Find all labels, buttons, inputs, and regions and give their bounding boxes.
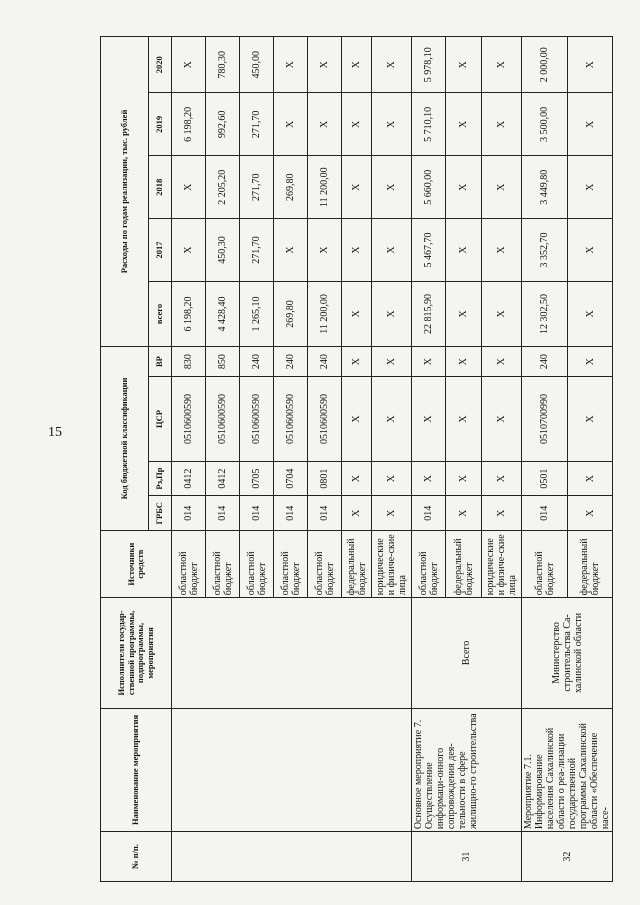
cell-2018: X	[172, 156, 206, 219]
cell-2017: 5 467,70	[412, 219, 446, 282]
cell-2020: X	[342, 37, 372, 93]
cell-grbs: 014	[274, 496, 308, 531]
cell-2019: X	[446, 93, 482, 156]
cell-source: областной бюджет	[522, 531, 568, 598]
cell-2019: X	[482, 93, 522, 156]
cell-grbs: X	[372, 496, 412, 531]
cell-vr: 240	[240, 346, 274, 376]
cell-csr: X	[412, 377, 446, 461]
cell-rzpr: X	[446, 461, 482, 496]
cell-2018: 269,80	[274, 156, 308, 219]
header-csr: ЦСР	[149, 377, 172, 461]
header-rzpr: Рз,Пр	[149, 461, 172, 496]
cell-csr: 0510600590	[308, 377, 342, 461]
cell-2020: X	[568, 37, 613, 93]
budget-table	[100, 36, 613, 882]
cell-no	[172, 832, 412, 882]
cell-2020: X	[446, 37, 482, 93]
header-vr: ВР	[149, 346, 172, 376]
cell-source: федеральный бюджет	[568, 531, 613, 598]
cell-rzpr: 0801	[308, 461, 342, 496]
cell-rzpr: 0705	[240, 461, 274, 496]
cell-source: федеральный бюджет	[446, 531, 482, 598]
cell-executor: Министерство строительства Са-халинской области	[522, 598, 613, 708]
cell-executor	[172, 598, 412, 708]
cell-vr: 240	[522, 346, 568, 376]
cell-2019: X	[372, 93, 412, 156]
header-sources: Источники средств	[101, 531, 172, 598]
cell-executor: Всего	[412, 598, 522, 708]
table-row	[172, 37, 206, 882]
cell-2018: X	[446, 156, 482, 219]
cell-total: 12 302,50	[522, 281, 568, 346]
cell-name: Мероприятие 7.1. Информирование населения Сахалинской области о реа-лизации государственной программы Сахалинской области «Обеспечение насе-	[522, 708, 613, 831]
cell-vr: X	[568, 346, 613, 376]
cell-2017: X	[172, 219, 206, 282]
cell-2017: 450,30	[206, 219, 240, 282]
cell-grbs: X	[568, 496, 613, 531]
document-sheet	[100, 36, 610, 882]
cell-rzpr: X	[412, 461, 446, 496]
cell-2019: X	[274, 93, 308, 156]
cell-2019: 5 710,10	[412, 93, 446, 156]
cell-grbs: X	[446, 496, 482, 531]
cell-grbs: 014	[240, 496, 274, 531]
cell-csr: X	[446, 377, 482, 461]
cell-2019: X	[342, 93, 372, 156]
cell-2018: X	[342, 156, 372, 219]
cell-2020: 5 978,10	[412, 37, 446, 93]
header-2020: 2020	[149, 37, 172, 93]
cell-2020: X	[172, 37, 206, 93]
header-executors: Исполнители государ-ственной программы, подпрограммы, мероприятия	[101, 598, 172, 708]
cell-total: X	[482, 281, 522, 346]
cell-csr: 0510600590	[240, 377, 274, 461]
cell-2020: X	[308, 37, 342, 93]
cell-total: X	[446, 281, 482, 346]
header-2019: 2019	[149, 93, 172, 156]
cell-rzpr: 0412	[206, 461, 240, 496]
cell-vr: X	[342, 346, 372, 376]
cell-rzpr: X	[482, 461, 522, 496]
cell-csr: X	[568, 377, 613, 461]
cell-source: областной бюджет	[412, 531, 446, 598]
cell-2017: X	[342, 219, 372, 282]
cell-2018: 2 205,20	[206, 156, 240, 219]
cell-2018: X	[482, 156, 522, 219]
cell-total: 22 815,90	[412, 281, 446, 346]
cell-source: областной бюджет	[240, 531, 274, 598]
cell-no: 31	[412, 832, 522, 882]
cell-2020: 2 000,00	[522, 37, 568, 93]
table-row	[522, 37, 568, 882]
cell-name	[172, 708, 412, 831]
cell-csr: 0510700990	[522, 377, 568, 461]
cell-total: 4 428,40	[206, 281, 240, 346]
cell-2017: X	[568, 219, 613, 282]
cell-source: областной бюджет	[274, 531, 308, 598]
cell-grbs: 014	[172, 496, 206, 531]
cell-rzpr: X	[568, 461, 613, 496]
cell-csr: 0510600590	[274, 377, 308, 461]
cell-2017: X	[482, 219, 522, 282]
cell-2017: X	[446, 219, 482, 282]
cell-2019: X	[308, 93, 342, 156]
cell-2018: 271,70	[240, 156, 274, 219]
cell-rzpr: 0412	[172, 461, 206, 496]
cell-total: X	[372, 281, 412, 346]
cell-2018: X	[568, 156, 613, 219]
cell-total: X	[342, 281, 372, 346]
cell-2017: 271,70	[240, 219, 274, 282]
cell-source: областной бюджет	[308, 531, 342, 598]
cell-source: юридические и физиче-ские лица	[482, 531, 522, 598]
cell-vr: X	[372, 346, 412, 376]
cell-grbs: 014	[206, 496, 240, 531]
rotated-table-wrapper	[100, 36, 610, 882]
cell-total: 6 198,20	[172, 281, 206, 346]
cell-2019: 271,70	[240, 93, 274, 156]
cell-total: 269,80	[274, 281, 308, 346]
cell-source: федеральный бюджет	[342, 531, 372, 598]
cell-2017: X	[308, 219, 342, 282]
cell-csr: X	[482, 377, 522, 461]
cell-vr: X	[412, 346, 446, 376]
cell-rzpr: X	[342, 461, 372, 496]
cell-vr: X	[446, 346, 482, 376]
cell-name: Основное мероприятие 7. Осуществление информаци-онного сопровождения дея-тельности в сфере жилищно-го строительства	[412, 708, 522, 831]
cell-vr: 830	[172, 346, 206, 376]
cell-2019: 6 198,20	[172, 93, 206, 156]
cell-vr: X	[482, 346, 522, 376]
cell-source: юридические и физиче-ские лица	[372, 531, 412, 598]
cell-vr: 240	[308, 346, 342, 376]
cell-2017: X	[274, 219, 308, 282]
cell-2019: 3 500,00	[522, 93, 568, 156]
cell-2017: X	[372, 219, 412, 282]
cell-grbs: X	[482, 496, 522, 531]
cell-csr: X	[342, 377, 372, 461]
cell-2017: 3 352,70	[522, 219, 568, 282]
cell-total: 11 200,00	[308, 281, 342, 346]
header-no: № п/п.	[101, 832, 172, 882]
cell-grbs: 014	[308, 496, 342, 531]
cell-source: областной бюджет	[172, 531, 206, 598]
cell-grbs: X	[342, 496, 372, 531]
cell-2018: 11 200,00	[308, 156, 342, 219]
header-2018: 2018	[149, 156, 172, 219]
cell-2020: X	[482, 37, 522, 93]
page-number: 15	[48, 425, 62, 440]
cell-vr: 850	[206, 346, 240, 376]
cell-total: 1 265,10	[240, 281, 274, 346]
cell-2019: 992,60	[206, 93, 240, 156]
cell-source: областной бюджет	[206, 531, 240, 598]
header-total: всего	[149, 281, 172, 346]
cell-no: 32	[522, 832, 613, 882]
cell-vr: 240	[274, 346, 308, 376]
cell-2020: 780,30	[206, 37, 240, 93]
cell-2018: 3 449,80	[522, 156, 568, 219]
cell-csr: X	[372, 377, 412, 461]
cell-rzpr: X	[372, 461, 412, 496]
cell-2018: X	[372, 156, 412, 219]
cell-2020: X	[274, 37, 308, 93]
cell-grbs: 014	[522, 496, 568, 531]
cell-rzpr: 0501	[522, 461, 568, 496]
cell-grbs: 014	[412, 496, 446, 531]
header-name: Наименование мероприятия	[101, 708, 172, 831]
cell-2020: X	[372, 37, 412, 93]
cell-rzpr: 0704	[274, 461, 308, 496]
header-expenses: Расходы по годам реализации, тыс. рублей	[101, 37, 149, 347]
cell-2019: X	[568, 93, 613, 156]
cell-2018: 5 660,00	[412, 156, 446, 219]
cell-csr: 0510600590	[206, 377, 240, 461]
header-grbs: ГРБС	[149, 496, 172, 531]
cell-total: X	[568, 281, 613, 346]
header-budget-classification: Код бюджетной классификации	[101, 346, 149, 530]
header-2017: 2017	[149, 219, 172, 282]
cell-2020: 450,00	[240, 37, 274, 93]
table-row	[412, 37, 446, 882]
cell-csr: 0510600590	[172, 377, 206, 461]
